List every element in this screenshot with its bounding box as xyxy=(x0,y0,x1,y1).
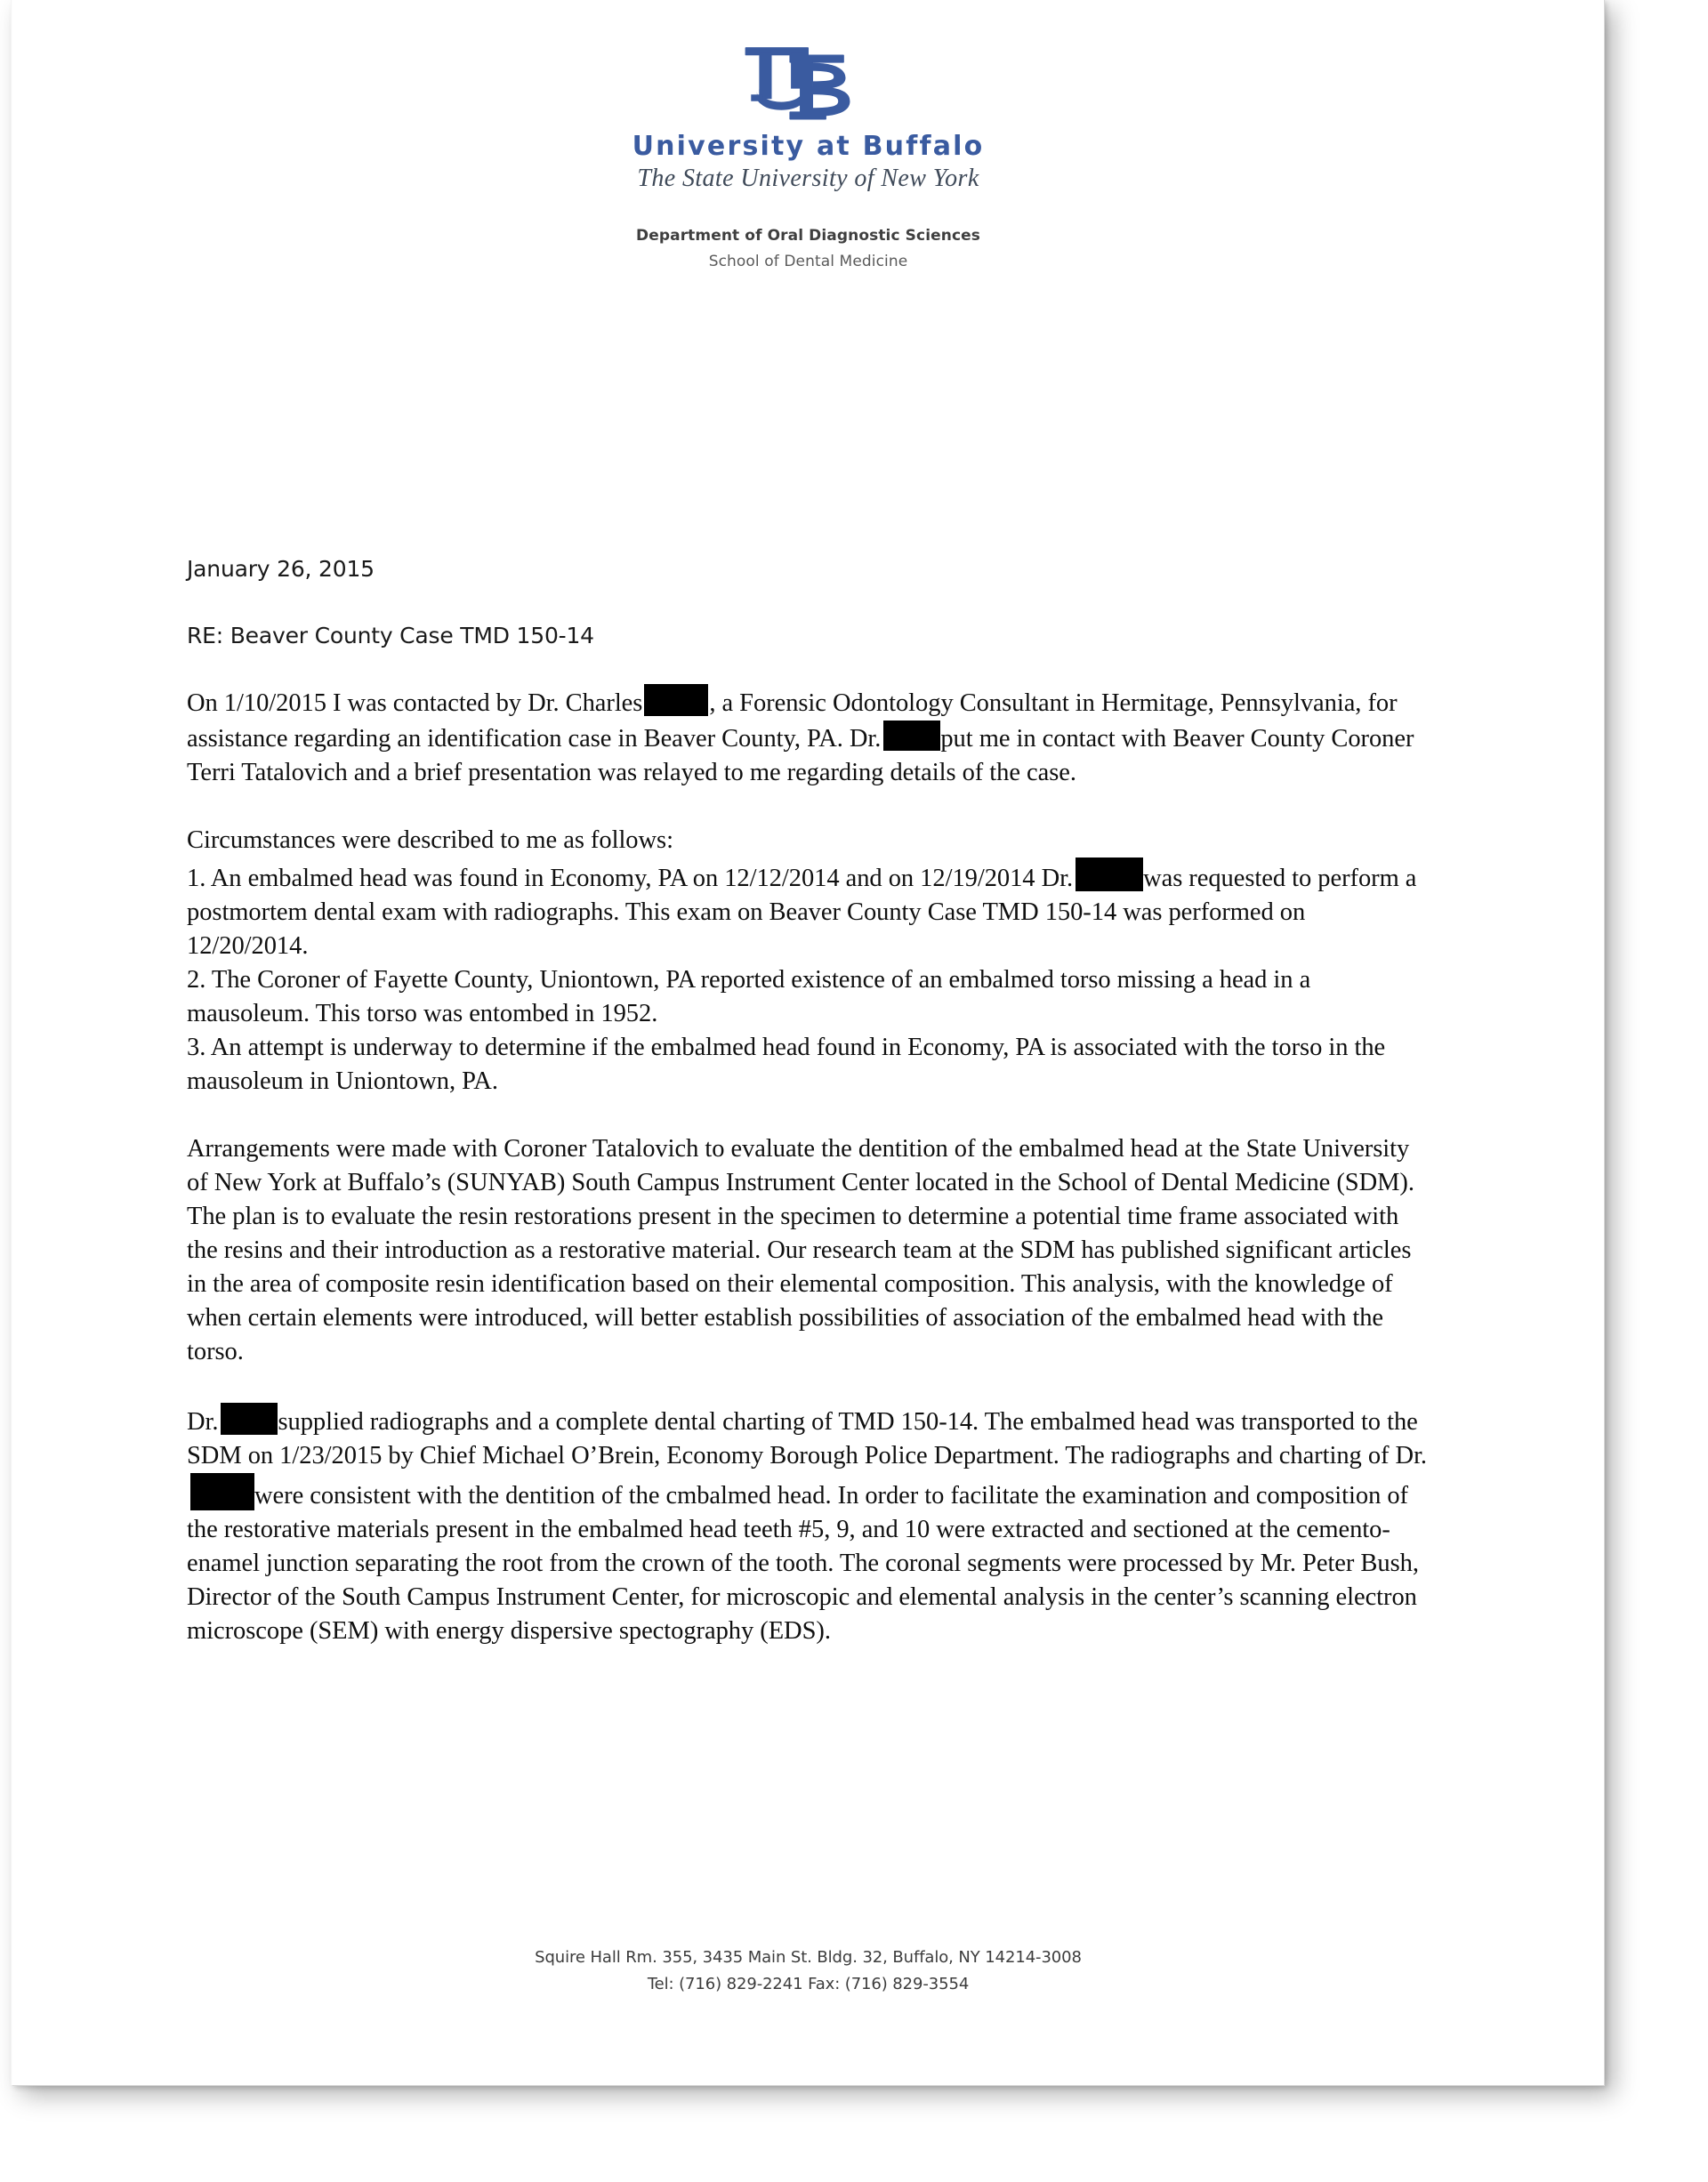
redaction-bar-2 xyxy=(883,721,940,751)
university-name: University at Buffalo xyxy=(632,131,985,162)
paragraph-1-text-b: , a Forensic Odontology Consultant in Hermitage, Pennsylvania, for assistance regarding an identification case in Beaver County, PA. Dr. xyxy=(187,689,1398,753)
paragraph-4-text-b: supplied radiographs and a complete dental charting of TMD 150-14. The embalmed head was transported to the SDM on 1/23/2015 by Chief Michael O’Brein, Economy Borough Police Department. The radiographs and charting of Dr. xyxy=(187,1408,1428,1469)
redaction-bar-5 xyxy=(190,1473,254,1510)
state-system-name: The State University of New York xyxy=(637,165,979,192)
paragraph-1 xyxy=(187,684,1432,790)
paragraph-2-item-2: 2. The Coroner of Fayette County, Uniontown, PA reported existence of an embalmed torso missing a head in a mausoleum. This torso was entombed in 1952. xyxy=(187,966,1311,1027)
paragraph-4-text-a: Dr. xyxy=(187,1408,219,1436)
letterhead xyxy=(12,43,1604,270)
paragraph-1-text-c: put me in contact with Beaver County Coroner Terri Tatalovich and a brief presentation was relayed to me regarding details of the case. xyxy=(187,725,1414,786)
paragraph-3: Arrangements were made with Coroner Tatalovich to evaluate the dentition of the embalmed head at the State University of New York at Buffalo’s (SUNYAB) South Campus Instrument Center located in the School of Dental Medicine (SDM). The plan is to evaluate the resin restorations present in the specimen to determine a potential time frame associated with the resins and their introduction as a restorative material. Our research team at the SDM has published significant articles in the area of composite resin identification based on their elemental composition. This analysis, with the knowledge of when certain elements were introduced, will better establish possibilities of association of the embalmed head with the torso. xyxy=(187,1135,1414,1365)
letter-subject: RE: Beaver County Case TMD 150-14 xyxy=(187,623,594,648)
redaction-bar-3 xyxy=(1076,858,1143,891)
paragraph-4-text-c: were consistent with the dentition of the cmbalmed head. In order to facilitate the examination and composition of the restorative materials present in the embalmed head teeth #5, 9, and 10 were extracted and sectioned at the cemento-enamel junction separating the root from the crown of the tooth. The coronal segments were processed by Mr. Peter Bush, Director of the South Campus Instrument Center, for microscopic and elemental analysis in the center’s scanning electron microscope (SEM) with energy dispersive spectography (EDS). xyxy=(187,1482,1419,1645)
paragraph-1-text-a: On 1/10/2015 I was contacted by Dr. Charles xyxy=(187,689,643,717)
letter-footer xyxy=(12,1948,1604,1993)
letter-page xyxy=(12,0,1605,2086)
ub-logo-icon xyxy=(735,43,882,123)
redaction-bar-4 xyxy=(221,1403,278,1435)
footer-contact: Tel: (716) 829-2241 Fax: (716) 829-3554 xyxy=(647,1975,970,1993)
letter-body xyxy=(187,556,1432,1648)
department-name: Department of Oral Diagnostic Sciences xyxy=(636,227,980,246)
footer-address: Squire Hall Rm. 355, 3435 Main St. Bldg. 32, Buffalo, NY 14214-3008 xyxy=(535,1948,1082,1967)
paragraph-2 xyxy=(187,824,1432,1099)
paragraph-2-item-1b: was requested to perform a postmortem dental exam with radiographs. This exam on Beaver County Case TMD 150-14 was performed on 12/20/2014. xyxy=(187,865,1417,960)
school-name: School of Dental Medicine xyxy=(708,253,908,271)
paragraph-2-item-1a: 1. An embalmed head was found in Economy, PA on 12/12/2014 and on 12/19/2014 Dr. xyxy=(187,865,1074,892)
paragraph-2-intro: Circumstances were described to me as follows: xyxy=(187,826,673,854)
letter-date: January 26, 2015 xyxy=(187,556,375,582)
paragraph-2-item-3: 3. An attempt is underway to determine if the embalmed head found in Economy, PA is associated with the torso in the mausoleum in Uniontown, PA. xyxy=(187,1034,1386,1095)
redaction-bar-1 xyxy=(644,684,708,716)
paragraph-4 xyxy=(187,1403,1432,1648)
